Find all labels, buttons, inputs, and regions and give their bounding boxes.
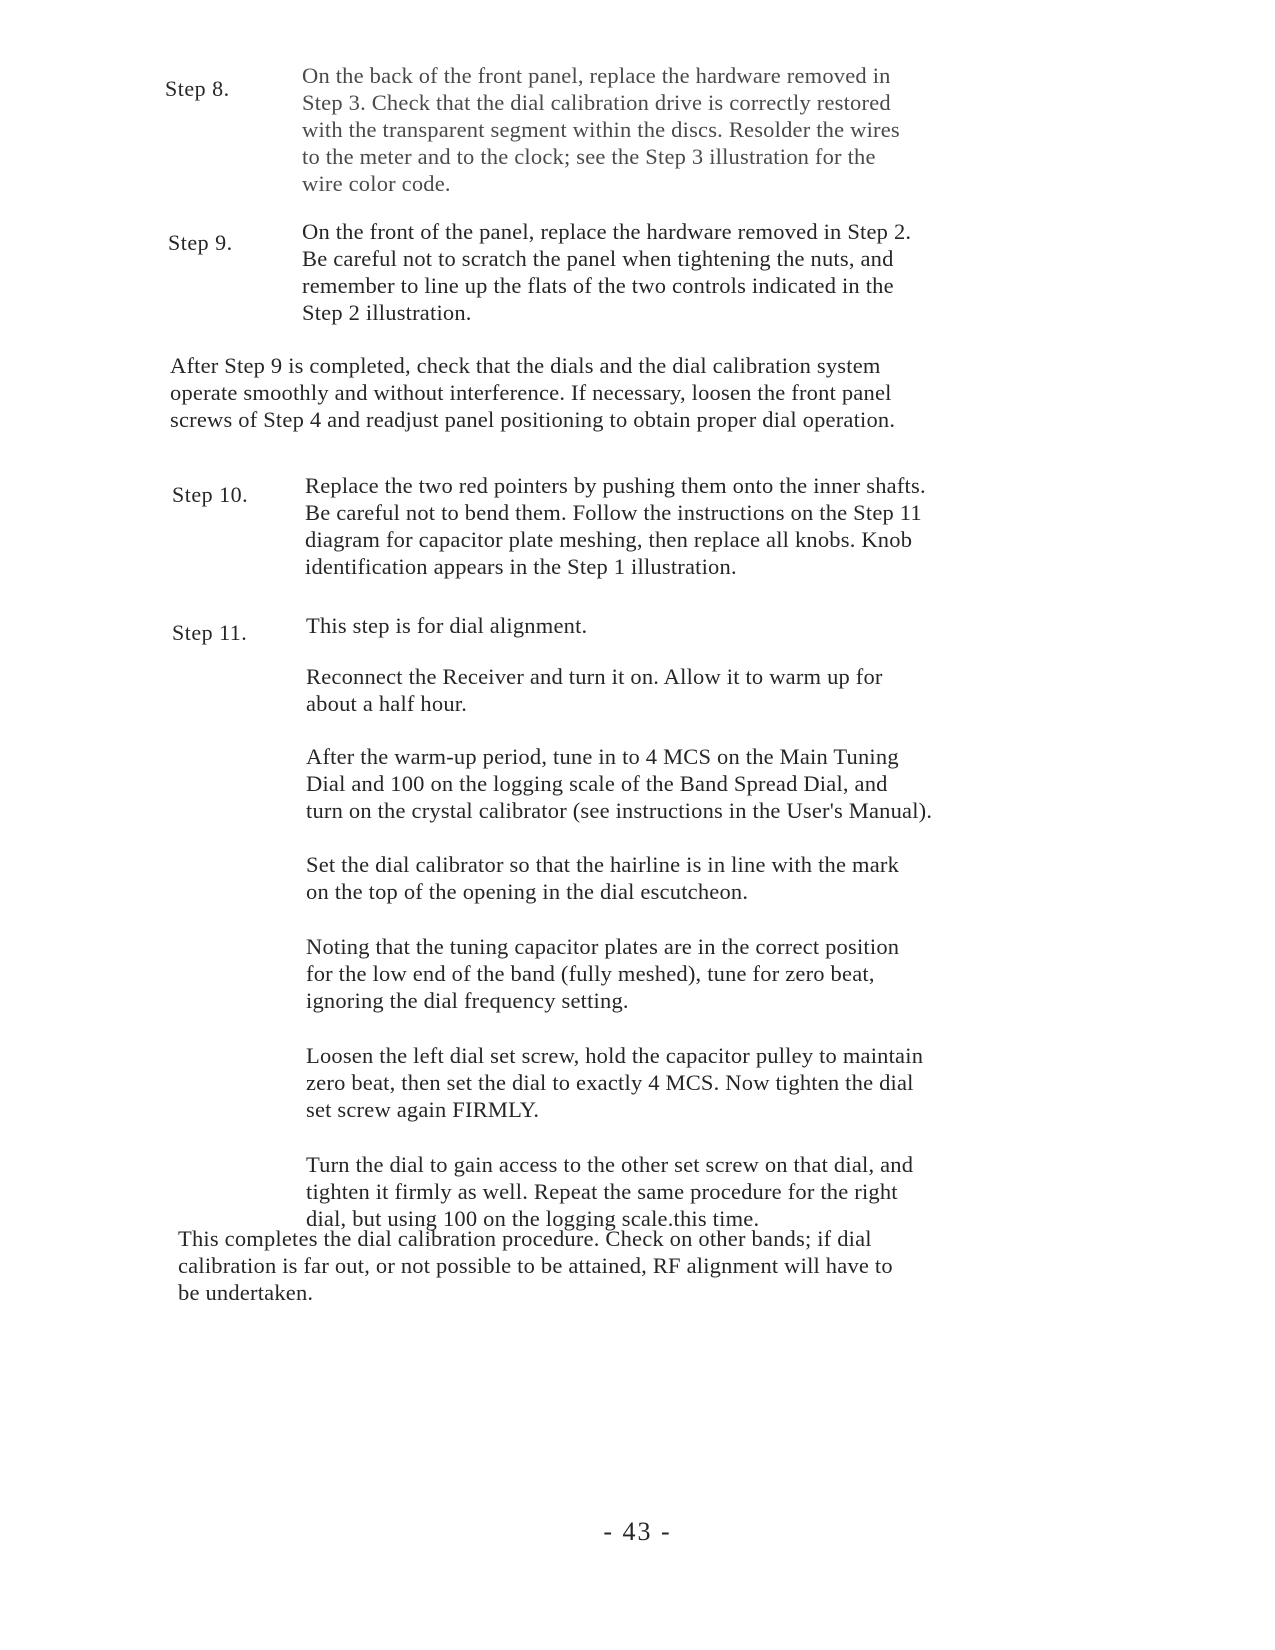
text-line: remember to line up the flats of the two controls indicated in the bbox=[302, 273, 894, 298]
text-line: screws of Step 4 and readjust panel positioning to obtain proper dial operation. bbox=[170, 407, 896, 432]
text-line: Be careful not to bend them. Follow the instructions on the Step 11 bbox=[305, 500, 922, 525]
text-line: Dial and 100 on the logging scale of the Band Spread Dial, and bbox=[306, 771, 888, 796]
step-11-paragraph bbox=[306, 663, 1086, 717]
text-line: Reconnect the Receiver and turn it on. Allow it to warm up for bbox=[306, 664, 883, 689]
text-line: identification appears in the Step 1 illustration. bbox=[305, 554, 737, 579]
step-11-paragraph bbox=[306, 612, 1086, 639]
text-line: Step 2 illustration. bbox=[302, 300, 472, 325]
step-10-label: Step 10. bbox=[172, 482, 249, 507]
page-number: - 43 - bbox=[603, 1517, 672, 1546]
text-line: to the meter and to the clock; see the Step 3 illustration for the bbox=[302, 144, 876, 169]
step-11-paragraph bbox=[306, 1151, 1086, 1232]
text-line: On the back of the front panel, replace the hardware removed in bbox=[302, 63, 891, 88]
step-9-label: Step 9. bbox=[168, 230, 233, 255]
step-11-paragraph bbox=[306, 933, 1086, 1014]
text-line: zero beat, then set the dial to exactly 4 MCS. Now tighten the dial bbox=[306, 1070, 914, 1095]
text-line: After Step 9 is completed, check that the dials and the dial calibration system bbox=[170, 353, 881, 378]
text-line: wire color code. bbox=[302, 171, 451, 196]
step-11-paragraph bbox=[306, 743, 1086, 824]
step-8-paragraph bbox=[302, 62, 1082, 197]
step-11-paragraph bbox=[306, 1042, 1086, 1123]
step-11-text bbox=[306, 612, 1086, 1257]
step-8-text bbox=[302, 62, 1082, 222]
text-line: Be careful not to scratch the panel when tightening the nuts, and bbox=[302, 246, 894, 271]
text-line: operate smoothly and without interference. If necessary, loosen the front panel bbox=[170, 380, 892, 405]
text-line: tighten it firmly as well. Repeat the same procedure for the right bbox=[306, 1179, 898, 1204]
text-line: Turn the dial to gain access to the other set screw on that dial, and bbox=[306, 1152, 914, 1177]
text-line: This step is for dial alignment. bbox=[306, 613, 588, 638]
after-step-9-note bbox=[170, 352, 1130, 433]
text-line: Set the dial calibrator so that the hairline is in line with the mark bbox=[306, 852, 900, 877]
step-8-label: Step 8. bbox=[165, 76, 230, 101]
text-line: about a half hour. bbox=[306, 691, 468, 716]
text-line: Replace the two red pointers by pushing them onto the inner shafts. bbox=[305, 473, 926, 498]
text-line: with the transparent segment within the discs. Resolder the wires bbox=[302, 117, 900, 142]
text-line: turn on the crystal calibrator (see instructions in the User's Manual). bbox=[306, 798, 933, 823]
text-line: Noting that the tuning capacitor plates are in the correct position bbox=[306, 934, 900, 959]
text-line: calibration is far out, or not possible to be attained, RF alignment will have to bbox=[178, 1253, 893, 1278]
step-10-paragraph bbox=[305, 472, 1085, 580]
text-line: dial, but using 100 on the logging scale.this time. bbox=[306, 1206, 760, 1231]
text-line: After the warm-up period, tune in to 4 MCS on the Main Tuning bbox=[306, 744, 899, 769]
conclusion-paragraph bbox=[178, 1225, 1138, 1306]
text-line: set screw again FIRMLY. bbox=[306, 1097, 540, 1122]
text-line: Loosen the left dial set screw, hold the capacitor pulley to maintain bbox=[306, 1043, 924, 1068]
text-line: On the front of the panel, replace the hardware removed in Step 2. bbox=[302, 219, 912, 244]
text-line: for the low end of the band (fully meshed), tune for zero beat, bbox=[306, 961, 875, 986]
step-9-paragraph bbox=[302, 218, 1082, 326]
step-11-label: Step 11. bbox=[172, 620, 248, 645]
step-10-text bbox=[305, 472, 1085, 605]
text-line: on the top of the opening in the dial escutcheon. bbox=[306, 879, 749, 904]
text-line: Step 3. Check that the dial calibration drive is correctly restored bbox=[302, 90, 891, 115]
text-line: This completes the dial calibration procedure. Check on other bands; if dial bbox=[178, 1226, 872, 1251]
text-line: ignoring the dial frequency setting. bbox=[306, 988, 629, 1013]
text-line: be undertaken. bbox=[178, 1280, 314, 1305]
text-line: diagram for capacitor plate meshing, then replace all knobs. Knob bbox=[305, 527, 913, 552]
step-9-text bbox=[302, 218, 1082, 351]
step-11-paragraph bbox=[306, 851, 1086, 905]
